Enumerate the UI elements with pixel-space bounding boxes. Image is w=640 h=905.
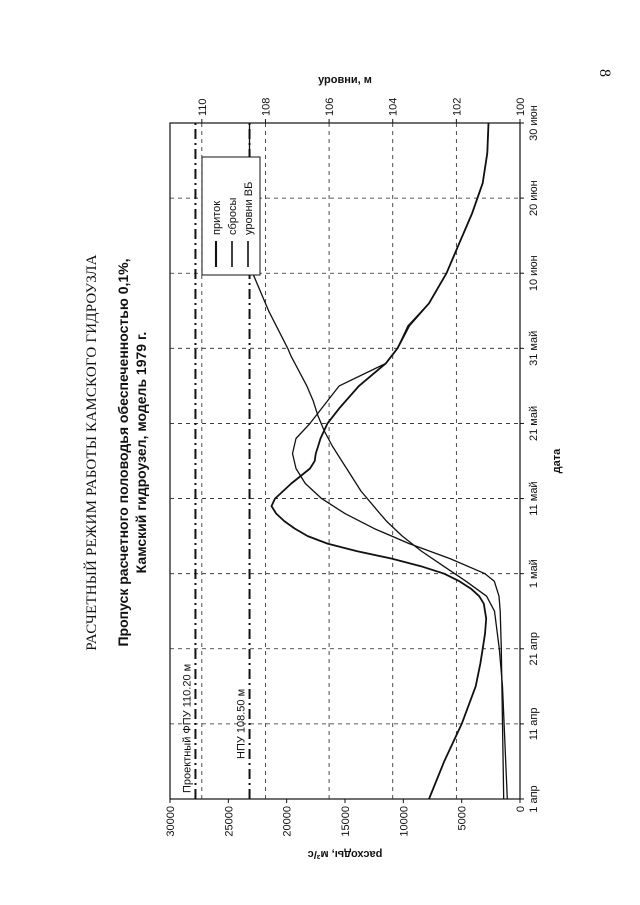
- series-line: [248, 123, 507, 799]
- y-left-tick-label: 15000: [340, 806, 352, 837]
- x-tick-label: 21 май: [528, 405, 540, 442]
- x-tick-label: 31 май: [528, 330, 540, 366]
- y-right-tick-label: 106: [324, 97, 337, 116]
- y-left-axis-title: расходы, м³/с: [307, 848, 383, 860]
- y-right-tick-label: 102: [451, 97, 464, 116]
- x-tick-label: 21 апр: [528, 632, 540, 666]
- y-right-tick-label: 108: [260, 97, 273, 116]
- page-number: 8: [596, 69, 613, 77]
- x-tick-label: 11 май: [528, 481, 540, 516]
- series-line: [272, 123, 489, 799]
- x-tick-label: 1 май: [528, 559, 540, 589]
- y-left-tick-label: 10000: [398, 806, 411, 837]
- y-right-tick-label: 110: [196, 98, 209, 116]
- y-left-tick-label: 30000: [165, 806, 177, 837]
- y-right-tick-label: 104: [387, 97, 400, 116]
- chart-subtitle: Камский гидроузел, модель 1979 г.: [133, 331, 149, 574]
- y-right-tick-label: 100: [515, 97, 527, 116]
- reference-line-label: НПУ 108.50 м: [235, 688, 248, 759]
- x-tick-label: 10 июн: [528, 255, 540, 292]
- legend-label: приток: [211, 200, 223, 235]
- y-left-tick-label: 5000: [456, 806, 469, 831]
- y-right-axis-title: уровни, м: [318, 74, 372, 86]
- legend-label: сбросы: [227, 197, 239, 235]
- legend-label: уровни ВБ: [243, 181, 255, 235]
- x-tick-label: 11 апр: [528, 707, 540, 741]
- chart-title: Пропуск расчетного половодья обеспеченностью 0,1%,: [115, 258, 131, 647]
- x-tick-label: 30 июн: [528, 105, 540, 141]
- reference-line-label: Проектный ФПУ 110.20 м: [181, 663, 194, 793]
- y-left-tick-label: 20000: [281, 806, 294, 837]
- y-left-tick-label: 0: [515, 806, 527, 813]
- x-axis-title: дата: [551, 448, 563, 474]
- y-left-tick-label: 25000: [223, 806, 236, 837]
- x-tick-label: 20 июн: [528, 180, 540, 216]
- section-title: РАСЧЕТНЫЙ РЕЖИМ РАБОТЫ КАМСКОГО ГИДРОУЗЛА: [84, 254, 100, 651]
- x-tick-label: 1 апр: [528, 785, 540, 813]
